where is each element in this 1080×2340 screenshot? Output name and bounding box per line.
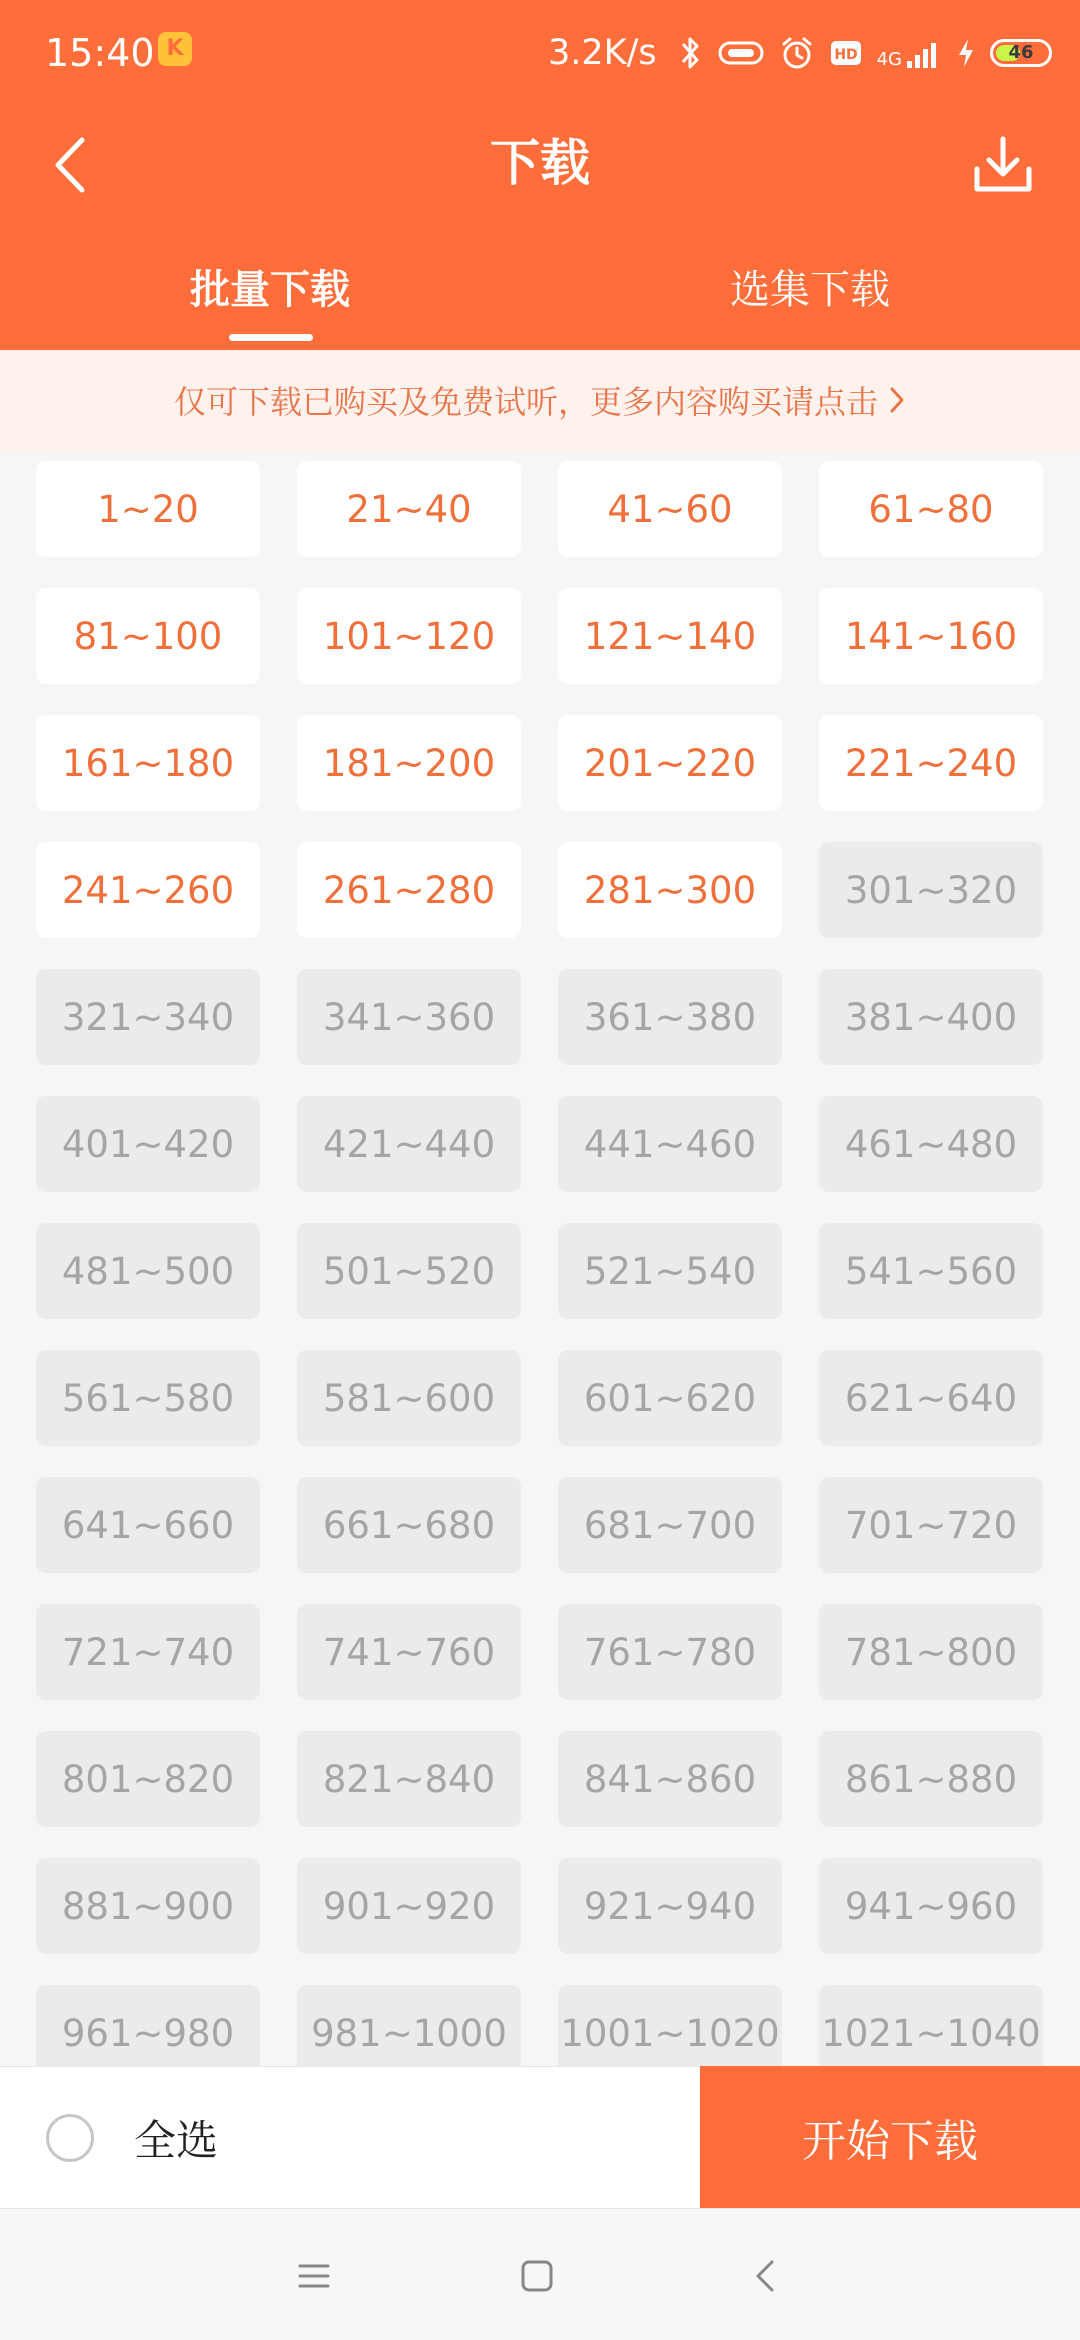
bottom-action-bar [0, 2066, 1080, 2208]
signal-icon [906, 37, 942, 69]
alarm-icon [779, 35, 815, 71]
range-item-locked: 641~660 [36, 1477, 260, 1573]
range-item-locked: 621~640 [819, 1350, 1043, 1446]
range-item-locked: 881~900 [36, 1858, 260, 1954]
range-grid-scroll[interactable] [0, 450, 1080, 2066]
range-item-locked: 901~920 [297, 1858, 521, 1954]
hd-icon [829, 38, 863, 68]
system-navigation-bar [0, 2208, 1080, 2340]
range-item-locked: 461~480 [819, 1096, 1043, 1192]
range-item-locked: 1021~1040 [819, 1985, 1043, 2066]
menu-icon [297, 2261, 331, 2291]
range-grid [36, 461, 1044, 2066]
range-item-locked: 661~680 [297, 1477, 521, 1573]
range-item-locked: 561~580 [36, 1350, 260, 1446]
network-type: 4G [876, 49, 902, 70]
range-item-available[interactable]: 221~240 [819, 715, 1043, 811]
charging-icon [956, 37, 976, 69]
range-item-locked: 581~600 [297, 1350, 521, 1446]
nav-back-button[interactable] [730, 2241, 800, 2311]
range-item-locked: 681~700 [558, 1477, 782, 1573]
range-item-locked: 481~500 [36, 1223, 260, 1319]
network-speed: 3.2K/s [548, 33, 657, 73]
nav-recents-button[interactable] [279, 2241, 349, 2311]
range-item-available[interactable]: 121~140 [558, 588, 782, 684]
bluetooth-icon [679, 35, 703, 71]
range-item-available[interactable]: 61~80 [819, 461, 1043, 557]
range-item-locked: 381~400 [819, 969, 1043, 1065]
range-item-locked: 421~440 [297, 1096, 521, 1192]
range-item-locked: 741~760 [297, 1604, 521, 1700]
nav-home-button[interactable] [502, 2241, 572, 2311]
header [0, 0, 1080, 350]
range-item-locked: 701~720 [819, 1477, 1043, 1573]
range-item-locked: 521~540 [558, 1223, 782, 1319]
range-item-locked: 801~820 [36, 1731, 260, 1827]
app-notification-icon: K [158, 32, 192, 66]
range-item-locked: 781~800 [819, 1604, 1043, 1700]
status-bar [0, 0, 1080, 110]
range-item-available[interactable]: 101~120 [297, 588, 521, 684]
status-icons [679, 30, 1052, 76]
range-item-locked: 541~560 [819, 1223, 1043, 1319]
range-item-available[interactable]: 281~300 [558, 842, 782, 938]
back-button[interactable] [40, 130, 100, 200]
range-item-locked: 441~460 [558, 1096, 782, 1192]
battery-indicator [990, 39, 1052, 67]
range-item-locked: 401~420 [36, 1096, 260, 1192]
range-item-locked: 861~880 [819, 1731, 1043, 1827]
range-item-locked: 321~340 [36, 969, 260, 1065]
tab-episode-download[interactable]: 选集下载 [730, 267, 890, 313]
range-item-locked: 921~940 [558, 1858, 782, 1954]
square-home-icon [520, 2259, 554, 2293]
download-manager-button[interactable] [968, 130, 1038, 200]
range-item-locked: 821~840 [297, 1731, 521, 1827]
range-item-locked: 361~380 [558, 969, 782, 1065]
svg-text:HD: HD [833, 47, 858, 63]
vibrate-icon [717, 38, 765, 68]
range-item-available[interactable]: 21~40 [297, 461, 521, 557]
active-tab-indicator [229, 334, 313, 341]
range-item-locked: 941~960 [819, 1858, 1043, 1954]
start-download-button[interactable]: 开始下载 [700, 2066, 1080, 2208]
select-all-radio[interactable] [46, 2114, 94, 2162]
range-item-locked: 501~520 [297, 1223, 521, 1319]
page-title: 下载 [490, 134, 590, 192]
select-all-label: 全选 [134, 2116, 219, 2165]
download-icon [973, 135, 1033, 195]
range-item-locked: 721~740 [36, 1604, 260, 1700]
back-arrow-icon [753, 2258, 777, 2294]
battery-percentage: 46 [1008, 42, 1034, 63]
range-item-locked: 1001~1020 [558, 1985, 782, 2066]
range-item-available[interactable]: 261~280 [297, 842, 521, 938]
chevron-left-icon [52, 136, 88, 194]
range-item-available[interactable]: 1~20 [36, 461, 260, 557]
range-item-locked: 961~980 [36, 1985, 260, 2066]
range-item-available[interactable]: 181~200 [297, 715, 521, 811]
range-item-available[interactable]: 41~60 [558, 461, 782, 557]
range-item-locked: 341~360 [297, 969, 521, 1065]
status-time: 15:40 [45, 31, 155, 75]
select-all-toggle[interactable] [46, 2067, 218, 2209]
range-item-locked: 761~780 [558, 1604, 782, 1700]
range-item-available[interactable]: 141~160 [819, 588, 1043, 684]
range-item-locked: 601~620 [558, 1350, 782, 1446]
purchase-notice-text: 仅可下载已购买及免费试听，更多内容购买请点击 [173, 383, 878, 421]
range-item-available[interactable]: 241~260 [36, 842, 260, 938]
signal-indicator [877, 37, 942, 69]
tab-batch-download[interactable]: 批量下载 [190, 267, 350, 313]
range-item-available[interactable]: 201~220 [558, 715, 782, 811]
range-item-locked: 981~1000 [297, 1985, 521, 2066]
purchase-notice[interactable] [0, 350, 1080, 450]
chevron-right-icon [888, 385, 906, 415]
range-item-available[interactable]: 161~180 [36, 715, 260, 811]
range-item-available[interactable]: 81~100 [36, 588, 260, 684]
range-item-locked: 841~860 [558, 1731, 782, 1827]
range-item-locked: 301~320 [819, 842, 1043, 938]
